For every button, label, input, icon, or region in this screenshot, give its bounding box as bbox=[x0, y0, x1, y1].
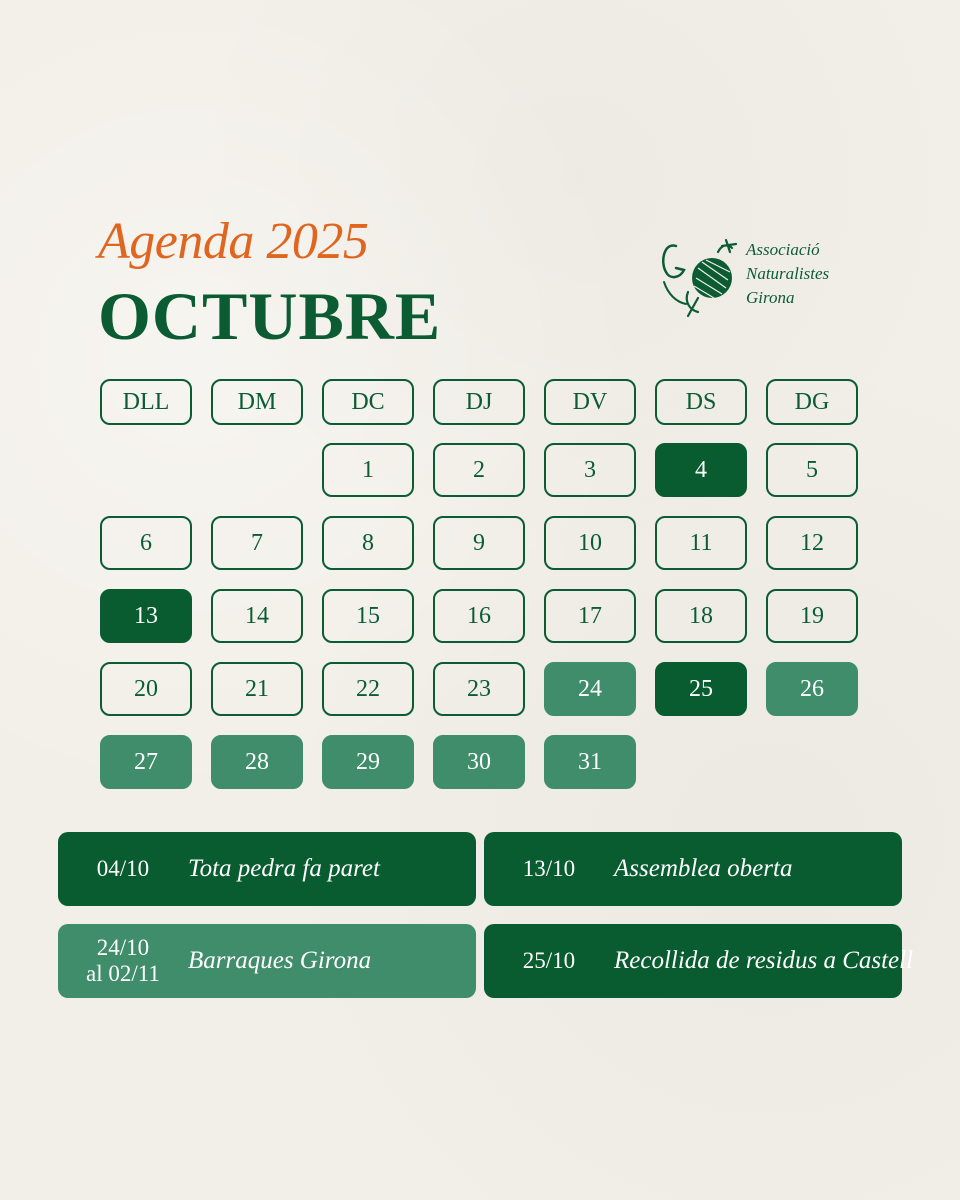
event-card[interactable] bbox=[484, 832, 902, 906]
event-date bbox=[58, 832, 188, 906]
calendar-day[interactable]: 12 bbox=[766, 516, 858, 570]
month-title: OCTUBRE bbox=[98, 278, 442, 354]
naturalist-logo-icon bbox=[658, 232, 748, 324]
event-date-start: 04/10 bbox=[96, 856, 150, 881]
logo-text bbox=[746, 238, 829, 310]
agenda-subtitle: Agenda 2025 bbox=[98, 213, 369, 270]
calendar-day[interactable]: 18 bbox=[655, 589, 747, 643]
calendar-day[interactable]: 9 bbox=[433, 516, 525, 570]
event-title: Barraques Girona bbox=[188, 947, 372, 974]
calendar-day-event[interactable]: 30 bbox=[433, 735, 525, 789]
weekday-header: DV bbox=[544, 379, 636, 425]
calendar-day[interactable]: 15 bbox=[322, 589, 414, 643]
event-date bbox=[484, 832, 614, 906]
event-date bbox=[484, 924, 614, 998]
calendar-day-event[interactable]: 24 bbox=[544, 662, 636, 716]
calendar-day[interactable]: 7 bbox=[211, 516, 303, 570]
calendar-day-event[interactable]: 13 bbox=[100, 589, 192, 643]
event-date-start: 13/10 bbox=[522, 856, 576, 881]
calendar-day[interactable]: 1 bbox=[322, 443, 414, 497]
weekday-header: DG bbox=[766, 379, 858, 425]
calendar-day[interactable]: 16 bbox=[433, 589, 525, 643]
calendar-day[interactable]: 3 bbox=[544, 443, 636, 497]
logo-line-1: Associació bbox=[746, 240, 820, 259]
event-card[interactable] bbox=[58, 832, 476, 906]
event-title: Recollida de residus a Castell bbox=[614, 947, 914, 974]
event-date-end: al 02/11 bbox=[86, 961, 160, 986]
event-title: Assemblea oberta bbox=[614, 855, 793, 882]
calendar-day[interactable]: 20 bbox=[100, 662, 192, 716]
calendar-day[interactable]: 11 bbox=[655, 516, 747, 570]
calendar-day[interactable]: 17 bbox=[544, 589, 636, 643]
calendar-day-event[interactable]: 25 bbox=[655, 662, 747, 716]
calendar-day[interactable]: 6 bbox=[100, 516, 192, 570]
event-date bbox=[58, 924, 188, 998]
calendar-day[interactable]: 14 bbox=[211, 589, 303, 643]
weekday-header: DLL bbox=[100, 379, 192, 425]
event-card[interactable] bbox=[58, 924, 476, 998]
event-title: Tota pedra fa paret bbox=[188, 855, 380, 882]
logo-line-3: Girona bbox=[746, 288, 795, 307]
calendar-day[interactable]: 2 bbox=[433, 443, 525, 497]
weekday-header: DJ bbox=[433, 379, 525, 425]
calendar-day[interactable]: 19 bbox=[766, 589, 858, 643]
event-card[interactable] bbox=[484, 924, 914, 998]
calendar-day-event[interactable]: 4 bbox=[655, 443, 747, 497]
calendar-day-event[interactable]: 26 bbox=[766, 662, 858, 716]
logo-line-2: Naturalistes bbox=[746, 264, 830, 283]
calendar-day[interactable]: 22 bbox=[322, 662, 414, 716]
event-date-start: 25/10 bbox=[522, 948, 576, 973]
weekday-header: DM bbox=[211, 379, 303, 425]
weekday-header: DC bbox=[322, 379, 414, 425]
calendar-day[interactable]: 23 bbox=[433, 662, 525, 716]
calendar-day-event[interactable]: 29 bbox=[322, 735, 414, 789]
calendar-day[interactable]: 10 bbox=[544, 516, 636, 570]
calendar-day[interactable]: 21 bbox=[211, 662, 303, 716]
association-logo bbox=[658, 232, 868, 324]
calendar-day-event[interactable]: 31 bbox=[544, 735, 636, 789]
calendar-day-event[interactable]: 27 bbox=[100, 735, 192, 789]
weekday-header: DS bbox=[655, 379, 747, 425]
calendar-day-event[interactable]: 28 bbox=[211, 735, 303, 789]
event-date-start: 24/10 bbox=[96, 935, 150, 960]
calendar-day[interactable]: 8 bbox=[322, 516, 414, 570]
calendar-day[interactable]: 5 bbox=[766, 443, 858, 497]
